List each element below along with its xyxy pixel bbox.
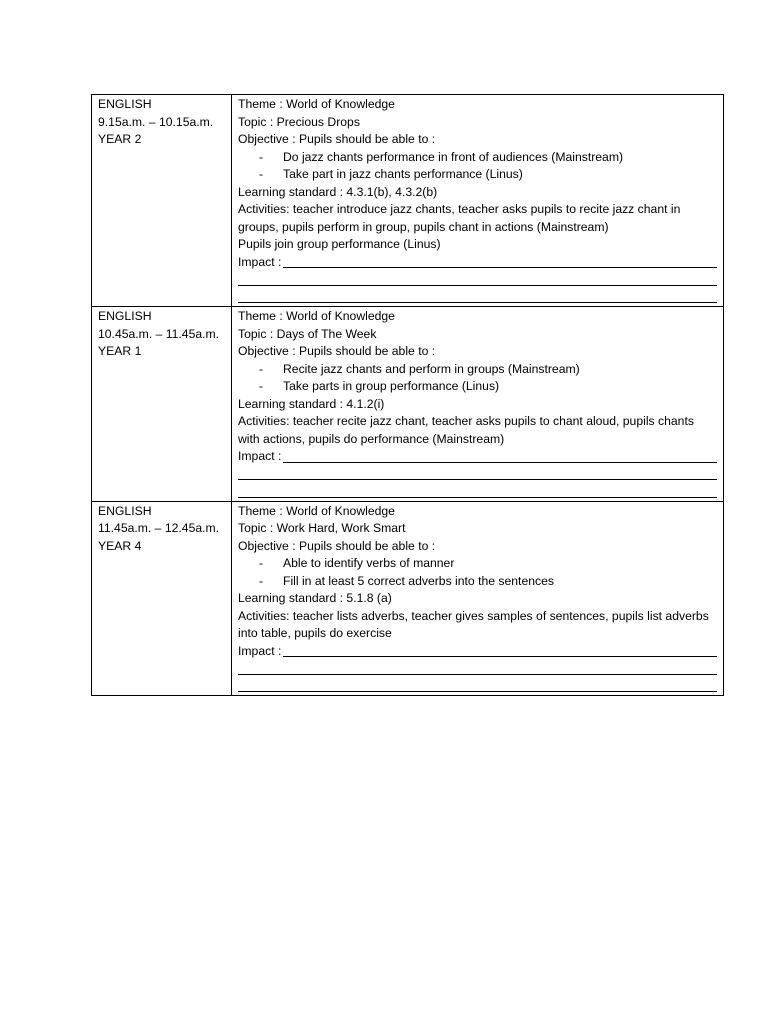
- impact-line: [238, 254, 717, 272]
- learning-standard-text: Learning standard : 4.3.1(b), 4.3.2(b): [238, 184, 438, 199]
- impact-blank[interactable]: [283, 254, 717, 272]
- lesson-details-cell: [232, 95, 724, 307]
- dash-marker: -: [259, 167, 264, 181]
- bullet-text: Take parts in group performance (Linus): [283, 379, 500, 393]
- time-label: 9.15a.m. – 10.15a.m.: [98, 114, 214, 129]
- bullet-text: Fill in at least 5 correct adverbs into the sentences: [283, 573, 554, 588]
- year-label: YEAR 2: [98, 132, 142, 146]
- time-label: 10.45a.m. – 11.45a.m.: [98, 326, 220, 341]
- learning-standard-text: Learning standard : 4.1.2(i): [238, 396, 385, 411]
- dash-marker: -: [259, 379, 264, 393]
- lesson-row: [92, 95, 724, 307]
- impact-blank-line[interactable]: [238, 271, 717, 289]
- impact-blank-line[interactable]: [238, 466, 717, 484]
- objective-bullet: [238, 149, 717, 167]
- objective-bullet: [238, 361, 717, 379]
- bullet-text: Recite jazz chants and perform in groups (Mainstream): [283, 361, 580, 376]
- dash-marker: -: [259, 573, 264, 588]
- impact-label: Impact :: [238, 254, 282, 269]
- subject-label: ENGLISH: [98, 309, 152, 323]
- year-label: YEAR 1: [98, 344, 142, 358]
- impact-blank[interactable]: [283, 643, 717, 661]
- impact-line: [238, 643, 717, 661]
- lesson-row: [92, 307, 724, 502]
- theme-text: Theme : World of Knowledge: [238, 97, 395, 111]
- subject-label: ENGLISH: [98, 97, 152, 111]
- impact-blank-line[interactable]: [238, 678, 717, 696]
- topic-text: Topic : Work Hard, Work Smart: [238, 521, 406, 535]
- lesson-info-cell: [92, 95, 232, 307]
- extra-text: Pupils join group performance (Linus): [238, 237, 441, 251]
- dash-marker: -: [259, 149, 264, 164]
- bullet-text: Do jazz chants performance in front of audiences (Mainstream): [283, 149, 624, 164]
- objective-bullet: [238, 166, 717, 184]
- topic-text: Topic : Precious Drops: [238, 114, 360, 129]
- theme-text: Theme : World of Knowledge: [238, 309, 395, 323]
- dash-marker: -: [259, 556, 264, 570]
- subject-label: ENGLISH: [98, 503, 152, 518]
- activities-text: Activities: teacher lists adverbs, teacher gives samples of sentences, pupils list adverbs into table, pupils do exercise: [238, 608, 709, 640]
- impact-blank-line[interactable]: [238, 660, 717, 678]
- time-label: 11.45a.m. – 12.45a.m.: [98, 521, 220, 535]
- lesson-details-cell: [232, 501, 724, 696]
- objective-text: Objective : Pupils should be able to :: [238, 344, 436, 358]
- lesson-row: [92, 501, 724, 696]
- objective-bullet: [238, 573, 717, 591]
- impact-blank-line[interactable]: [238, 289, 717, 307]
- year-label: YEAR 4: [98, 538, 142, 553]
- activities-text: Activities: teacher introduce jazz chants, teacher asks pupils to recite jazz chant in groups, pupils perform in group, pupils chant in actions (Mainstream): [238, 202, 681, 234]
- activities-text: Activities: teacher recite jazz chant, teacher asks pupils to chant aloud, pupils chants with actions, pupils do performance (Mainstream): [238, 414, 694, 446]
- lesson-plan-table: [91, 94, 724, 696]
- lesson-details-cell: [232, 307, 724, 502]
- learning-standard-text: Learning standard : 5.1.8 (a): [238, 591, 392, 605]
- topic-text: Topic : Days of The Week: [238, 326, 377, 341]
- lesson-info-cell: [92, 501, 232, 696]
- objective-text: Objective : Pupils should be able to :: [238, 538, 436, 553]
- impact-label: Impact :: [238, 643, 282, 658]
- bullet-text: Take part in jazz chants performance (Linus): [283, 167, 523, 181]
- impact-label: Impact :: [238, 449, 282, 463]
- objective-text: Objective : Pupils should be able to :: [238, 132, 436, 146]
- dash-marker: -: [259, 361, 264, 376]
- bullet-text: Able to identify verbs of manner: [283, 556, 455, 570]
- theme-text: Theme : World of Knowledge: [238, 503, 395, 518]
- impact-blank-line[interactable]: [238, 483, 717, 501]
- objective-bullet: [238, 378, 717, 396]
- impact-line: [238, 448, 717, 466]
- objective-bullet: [238, 555, 717, 573]
- impact-blank[interactable]: [283, 448, 717, 466]
- lesson-info-cell: [92, 307, 232, 502]
